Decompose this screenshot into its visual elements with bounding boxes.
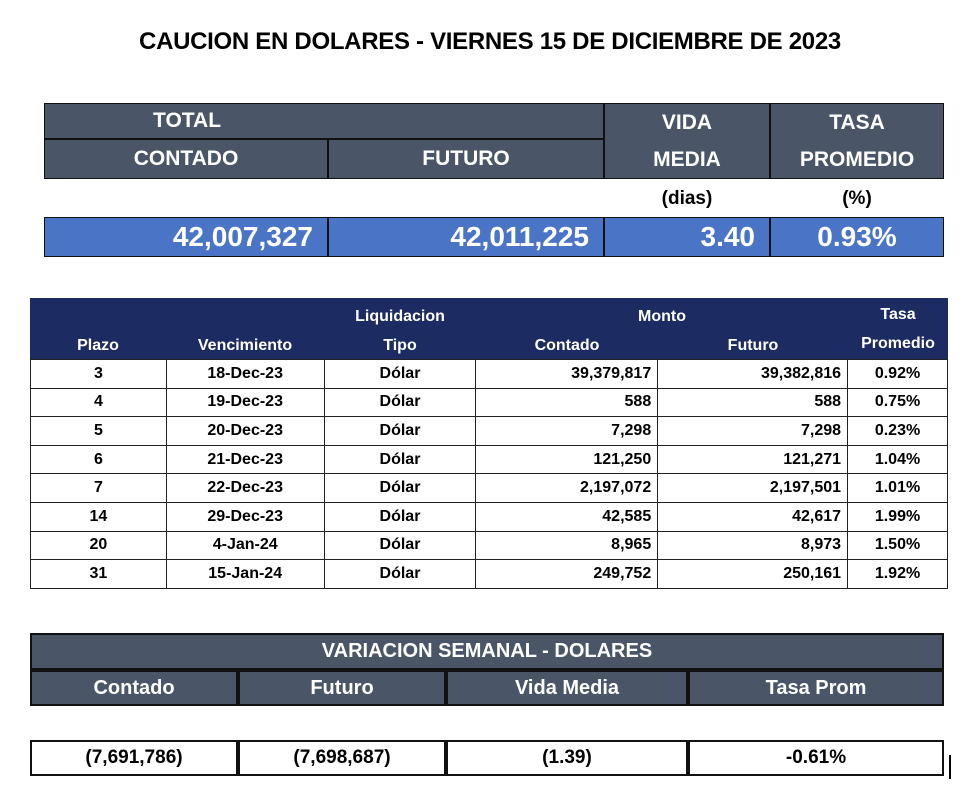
total-label: TOTAL bbox=[153, 109, 222, 132]
vida-unit: (dias) bbox=[661, 188, 713, 209]
tipo-cell: Dólar bbox=[324, 360, 476, 389]
tipo-header: Tipo bbox=[383, 337, 417, 354]
plazo-cell: 4 bbox=[31, 388, 167, 417]
tasa-cell: 1.92% bbox=[848, 560, 948, 589]
futuro-cell: 42,617 bbox=[658, 502, 848, 531]
contado-cell: 121,250 bbox=[476, 445, 658, 474]
vencimiento-cell: 4-Jan-24 bbox=[166, 531, 324, 560]
tasa-label-line2: PROMEDIO bbox=[799, 148, 915, 171]
weekly-contado-value: (7,691,786) bbox=[30, 740, 238, 776]
tasa-promedio-value: 0.93% bbox=[770, 217, 944, 257]
detail-table bbox=[30, 298, 948, 594]
plazo-cell: 5 bbox=[31, 417, 167, 446]
detail-rows bbox=[30, 359, 948, 589]
futuro-cell: 7,298 bbox=[658, 417, 848, 446]
tipo-cell: Dólar bbox=[324, 417, 476, 446]
table-row bbox=[31, 474, 948, 503]
tasa-promedio-header bbox=[770, 103, 944, 179]
contado-cell: 39,379,817 bbox=[476, 360, 658, 389]
tasa-cell: 1.99% bbox=[848, 502, 948, 531]
detail-header-row bbox=[30, 298, 948, 359]
page-title: CAUCION EN DOLARES - VIERNES 15 DE DICIEMBRE DE 2023 bbox=[139, 28, 841, 55]
weekly-contado-header: Contado bbox=[30, 670, 238, 706]
tipo-cell: Dólar bbox=[324, 560, 476, 589]
vencimiento-cell: 21-Dec-23 bbox=[166, 445, 324, 474]
summary-table bbox=[44, 103, 944, 259]
contado-cell: 8,965 bbox=[476, 531, 658, 560]
tasa-cell: 1.04% bbox=[848, 445, 948, 474]
tipo-cell: Dólar bbox=[324, 474, 476, 503]
futuro-cell: 2,197,501 bbox=[658, 474, 848, 503]
weekly-futuro-value: (7,698,687) bbox=[238, 740, 446, 776]
plazo-cell: 20 bbox=[31, 531, 167, 560]
plazo-cell: 14 bbox=[31, 502, 167, 531]
table-row bbox=[31, 531, 948, 560]
vencimiento-cell: 20-Dec-23 bbox=[166, 417, 324, 446]
plazo-cell: 7 bbox=[31, 474, 167, 503]
tasa-unit: (%) bbox=[842, 188, 872, 209]
vida-media-value: 3.40 bbox=[604, 217, 770, 257]
vencimiento-cell: 15-Jan-24 bbox=[166, 560, 324, 589]
contado-cell: 2,197,072 bbox=[476, 474, 658, 503]
futuro-cell: 121,271 bbox=[658, 445, 848, 474]
tasa-label-line1: TASA bbox=[829, 111, 885, 134]
tasa-cell: 1.50% bbox=[848, 531, 948, 560]
vencimiento-header: Vencimiento bbox=[197, 337, 293, 354]
table-row bbox=[31, 360, 948, 389]
futuro-header: FUTURO bbox=[328, 139, 604, 179]
futuro-cell: 588 bbox=[658, 388, 848, 417]
vida-label-line1: VIDA bbox=[661, 111, 713, 134]
tipo-cell: Dólar bbox=[324, 531, 476, 560]
contado-total-value: 42,007,327 bbox=[44, 217, 328, 257]
promedio-col-header: Promedio bbox=[861, 335, 935, 352]
plazo-cell: 6 bbox=[31, 445, 167, 474]
contado-cell: 7,298 bbox=[476, 417, 658, 446]
tasa-cell: 0.92% bbox=[848, 360, 948, 389]
vida-media-header bbox=[604, 103, 770, 179]
contado-header: CONTADO bbox=[44, 139, 328, 179]
tipo-cell: Dólar bbox=[324, 502, 476, 531]
tasa-cell: 0.75% bbox=[848, 388, 948, 417]
futuro-cell: 8,973 bbox=[658, 531, 848, 560]
weekly-vida-header: Vida Media bbox=[446, 670, 688, 706]
tasa-cell: 1.01% bbox=[848, 474, 948, 503]
tipo-cell: Dólar bbox=[324, 388, 476, 417]
contado-col-header: Contado bbox=[534, 337, 600, 354]
weekly-title: VARIACION SEMANAL - DOLARES bbox=[30, 633, 944, 670]
vencimiento-cell: 22-Dec-23 bbox=[166, 474, 324, 503]
vida-label-line2: MEDIA bbox=[653, 148, 721, 171]
contado-cell: 588 bbox=[476, 388, 658, 417]
futuro-col-header: Futuro bbox=[727, 337, 779, 354]
table-row bbox=[31, 445, 948, 474]
vencimiento-cell: 19-Dec-23 bbox=[166, 388, 324, 417]
monto-header: Monto bbox=[638, 308, 686, 325]
contado-cell: 249,752 bbox=[476, 560, 658, 589]
weekly-tasa-header: Tasa Prom bbox=[688, 670, 944, 706]
vencimiento-cell: 18-Dec-23 bbox=[166, 360, 324, 389]
plazo-cell: 31 bbox=[31, 560, 167, 589]
cursor-mark bbox=[949, 755, 951, 779]
tasa-col-header: Tasa bbox=[880, 306, 916, 323]
table-row bbox=[31, 388, 948, 417]
weekly-vida-value: (1.39) bbox=[446, 740, 688, 776]
liquidacion-header: Liquidacion bbox=[355, 308, 445, 325]
total-header bbox=[44, 103, 604, 139]
weekly-tasa-value: -0.61% bbox=[688, 740, 944, 776]
weekly-variation-table bbox=[30, 633, 944, 778]
tasa-cell: 0.23% bbox=[848, 417, 948, 446]
table-row bbox=[31, 560, 948, 589]
futuro-cell: 250,161 bbox=[658, 560, 848, 589]
futuro-cell: 39,382,816 bbox=[658, 360, 848, 389]
plazo-cell: 3 bbox=[31, 360, 167, 389]
plazo-header: Plazo bbox=[77, 337, 119, 354]
tipo-cell: Dólar bbox=[324, 445, 476, 474]
table-row bbox=[31, 502, 948, 531]
table-row bbox=[31, 417, 948, 446]
weekly-futuro-header: Futuro bbox=[238, 670, 446, 706]
futuro-total-value: 42,011,225 bbox=[328, 217, 604, 257]
vencimiento-cell: 29-Dec-23 bbox=[166, 502, 324, 531]
contado-cell: 42,585 bbox=[476, 502, 658, 531]
